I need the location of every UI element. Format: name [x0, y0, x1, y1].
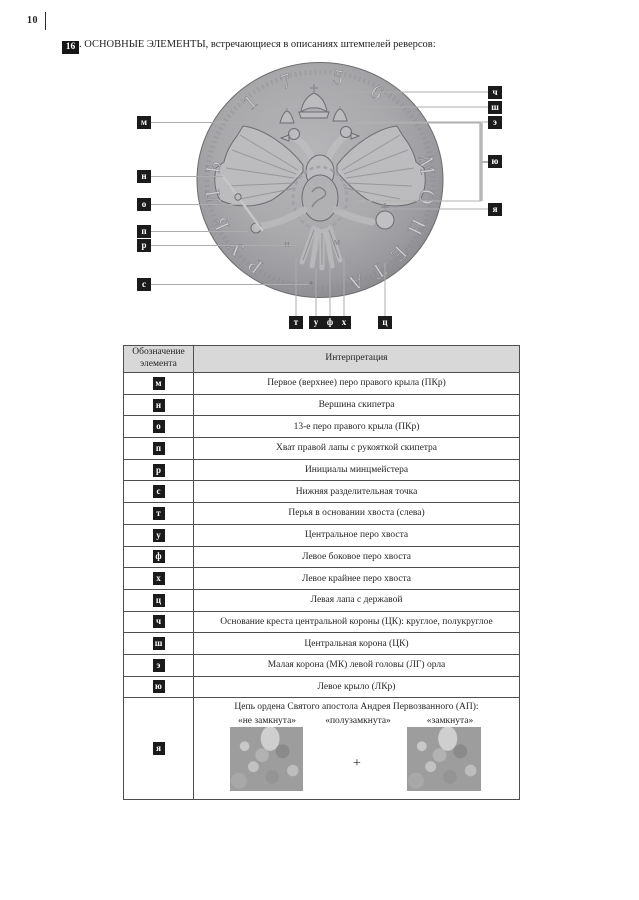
- table-row-chain: [124, 698, 520, 800]
- page-edge-rule: [45, 12, 46, 30]
- legend-letter: Н: [402, 214, 432, 240]
- elements-table: [123, 345, 520, 800]
- callout-label-ch: ч: [488, 86, 502, 99]
- callout-label-h: х: [337, 316, 351, 329]
- table-row: [124, 373, 520, 395]
- element-interpretation: Первое (верхнее) перо правого крыла (ПКр): [194, 373, 520, 395]
- heading-dot: .: [79, 39, 82, 50]
- legend-letter: Б: [207, 213, 235, 235]
- legend-letter: Л: [200, 188, 226, 206]
- callout-label-c: ц: [378, 316, 392, 329]
- heading-text: ОСНОВНЫЕ ЭЛЕМЕНТЫ, встречающиеся в описаниях штемпелей реверсов:: [84, 39, 436, 50]
- element-key: я: [153, 742, 165, 755]
- table-row: [124, 589, 520, 611]
- table-row: [124, 459, 520, 481]
- legend-digit: 6: [366, 79, 388, 105]
- element-key: ф: [153, 550, 165, 563]
- legend-digit: 5: [330, 64, 346, 90]
- element-key: н: [153, 399, 165, 412]
- element-key: о: [153, 420, 165, 433]
- element-key: э: [153, 659, 165, 672]
- legend-letter: Ь: [200, 159, 226, 175]
- chain-open-photo: [230, 727, 303, 791]
- element-key: х: [153, 572, 165, 585]
- chain-variant-open: «не замкнута»: [237, 716, 297, 727]
- callout-label-n: н: [137, 170, 151, 183]
- table-row: [124, 438, 520, 460]
- table-row: [124, 481, 520, 503]
- element-key: ц: [153, 594, 165, 607]
- legend-digit: 1: [238, 89, 262, 115]
- chain-plus-sign: +: [353, 756, 361, 772]
- mintmaster-initial: И: [284, 241, 290, 249]
- element-interpretation: Левое крыло (ЛКр): [194, 676, 520, 698]
- element-key: ш: [153, 637, 165, 650]
- element-interpretation: Центральное перо хвоста: [194, 524, 520, 546]
- legend-letter: А: [345, 268, 369, 296]
- callout-label-o: о: [137, 198, 151, 211]
- table-row: [124, 524, 520, 546]
- element-interpretation: Основание креста центральной короны (ЦК): круглое, полукруглое: [194, 611, 520, 633]
- legend-letter: М: [413, 154, 441, 176]
- coin-reverse-photo: [0, 50, 639, 340]
- table-row: [124, 416, 520, 438]
- callout-label-f: ф: [323, 316, 337, 329]
- element-key: ю: [153, 680, 165, 693]
- legend-separator-dot: [309, 281, 312, 284]
- element-interpretation: Перья в основании хвоста (слева): [194, 503, 520, 525]
- callout-label-e: э: [488, 116, 502, 129]
- legend-letter: О: [413, 187, 441, 207]
- table-row: [124, 394, 520, 416]
- callout-label-u: у: [309, 316, 323, 329]
- table-row: [124, 676, 520, 698]
- column-header-designation: Обозначение элемента: [124, 346, 194, 373]
- legend-letter: У: [221, 234, 251, 262]
- element-interpretation: Левое боковое перо хвоста: [194, 546, 520, 568]
- element-interpretation: Левое крайнее перо хвоста: [194, 568, 520, 590]
- element-key: с: [153, 485, 165, 498]
- legend-digit: 7: [277, 67, 295, 95]
- element-key: ч: [153, 615, 165, 628]
- callout-label-ya: я: [488, 203, 502, 216]
- table-row: [124, 546, 520, 568]
- callout-label-t: т: [289, 316, 303, 329]
- callout-label-s: с: [137, 278, 151, 291]
- legend-letter: Т: [367, 257, 391, 285]
- element-interpretation: Вершина скипетра: [194, 394, 520, 416]
- section-number-badge: 16: [62, 41, 79, 54]
- element-key: р: [153, 464, 165, 477]
- callout-label-sh: ш: [488, 101, 502, 114]
- legend-letter: Е: [385, 241, 413, 267]
- table-row: [124, 568, 520, 590]
- element-interpretation: Хват правой лапы с рукояткой скипетра: [194, 438, 520, 460]
- element-interpretation: Левая лапа с державой: [194, 589, 520, 611]
- callout-label-m: м: [137, 116, 151, 129]
- element-interpretation: Центральная корона (ЦК): [194, 633, 520, 655]
- element-interpretation: Малая корона (МК) левой головы (ЛГ) орла: [194, 654, 520, 676]
- callout-label-p: п: [137, 225, 151, 238]
- element-interpretation: 13-е перо правого крыла (ПКр): [194, 416, 520, 438]
- callout-label-yu: ю: [488, 155, 502, 168]
- table-row: [124, 503, 520, 525]
- element-key: т: [153, 507, 165, 520]
- mintmaster-initial: М: [333, 239, 341, 247]
- callout-label-r: р: [137, 239, 151, 252]
- element-interpretation: Нижняя разделительная точка: [194, 481, 520, 503]
- page-number: 10: [27, 15, 38, 26]
- table-row: [124, 633, 520, 655]
- element-key: м: [153, 377, 165, 390]
- table-row: [124, 611, 520, 633]
- chain-variant-closed: «замкнута»: [426, 716, 474, 727]
- chain-row-title: Цепь ордена Святого апостола Андрея Первозванного (АП):: [234, 702, 479, 713]
- element-interpretation: Инициалы минцмейстера: [194, 459, 520, 481]
- table-row: [124, 654, 520, 676]
- table-header-row: [124, 346, 520, 373]
- chain-variant-halfopen: «полузамкнута»: [325, 716, 391, 727]
- element-key: у: [153, 529, 165, 542]
- legend-letter: Р: [243, 252, 267, 280]
- column-header-interpretation: Интерпретация: [194, 346, 520, 373]
- chain-closed-photo: [407, 727, 481, 791]
- element-key: п: [153, 442, 165, 455]
